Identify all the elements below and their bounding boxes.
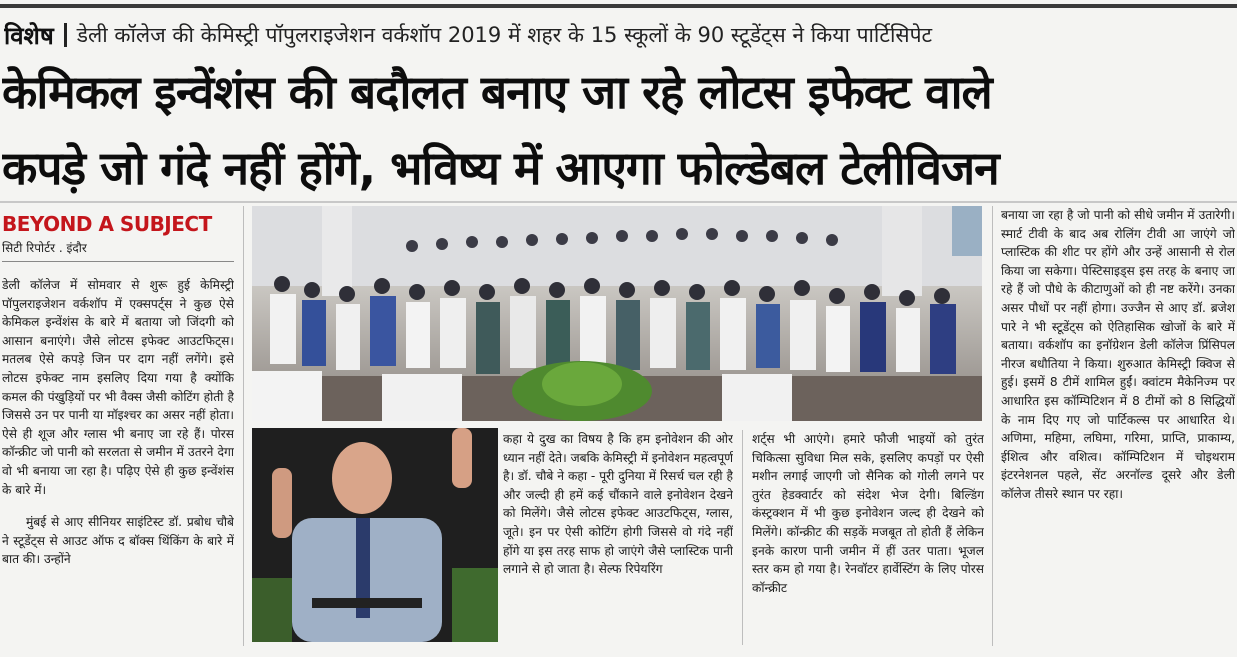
group-photo-image [252, 206, 982, 421]
speaker-photo-image [252, 428, 498, 642]
article-column-4 [752, 430, 984, 645]
paragraph-2: मुंबई से आए सीनियर साइंटिस्ट डॉ. प्रबोध चौबे ने स्टूडेंट्स से आउट ऑफ द बॉक्स थिंकिंग के बारे में बात की। उन्होंने [2, 515, 234, 567]
byline: सिटी रिपोर्टर . इंदौर [2, 239, 234, 262]
kicker-separator [64, 23, 67, 47]
column-divider [243, 206, 244, 646]
group-photo [252, 206, 982, 421]
headline-line-1: केमिकल इन्वेंशंस की बदौलत बनाए जा रहे लोटस इफेक्ट वाले [2, 65, 992, 119]
article-column-3 [503, 430, 733, 645]
paragraph-4: शर्ट्स भी आएंगे। हमारे फौजी भाइयों को तुरंत चिकित्सा सुविधा मिल सके, इसलिए कपड़ों पर ऐसी मशीन लगाई जाएगी जो सैनिक को गोली लगने पर तुरंत हेडक्वार्टर को संदेश भेज देगी। बिल्डिंग कंस्ट्रक्शन में भी कुछ इनोवेशन जल्द ही देखने को मिलेंगे। कॉन्क्रीट की सड़कें मजबूत तो होती हैं लेकिन इनके कारण पानी जमीन में हीं उतर पाता। भूजल स्तर कम हो गया है। रेनवॉटर हार्वेस्टिंग के लिए पोरस कॉन्क्रीट [752, 432, 984, 595]
article-column-5 [1001, 206, 1235, 646]
kicker-tag: विशेष [4, 21, 54, 50]
kicker-line [4, 18, 1234, 52]
kicker-text: डेली कॉलेज की केमिस्ट्री पॉपुलराइजेशन वर्कशॉप 2019 में शहर के 15 स्कूलों के 90 स्टूडेंट्स ने किया पार्टिसिपेट [76, 23, 933, 47]
top-rule [0, 4, 1237, 8]
article-column-1 [2, 206, 234, 646]
section-label: BEYOND A SUBJECT [2, 212, 212, 236]
column-divider [742, 430, 743, 645]
paragraph-1: डेली कॉलेज में सोमवार से शुरू हुई केमिस्ट्री पॉपुलराइजेशन वर्कशॉप में एक्सपर्ट्स ने कुछ ऐसे केमिकल इन्वेंशंस के बारे में बताया जो जिंदगी को आसान बनाएंगे। जैसे लोटस इफेक्ट आउटफिट्स। मतलब ऐसे कपड़े जिन पर दाग नहीं लगेंगे। इसे लोटस इफेक्ट नाम इसलिए दिया गया है क्योंकि कमल की पंखुड़ियों पर भी वैक्स जैसी कोटिंग होती है जिससे उन पर पानी या मॉइश्चर का असर नहीं होता। ऐसे ही शूज और ग्लास भी बनाए जा रहे हैं। पोरस कॉन्क्रीट जो पानी को सरलता से जमीन में उतरने देगा वो भी बनाया जा रहा है। पढ़िए ऐसे ही कुछ इन्वेंशंस के बारे में। [2, 278, 234, 497]
speaker-photo [252, 428, 498, 642]
column-divider [992, 206, 993, 646]
headline-line-2: कपड़े जो गंदे नहीं होंगे, भविष्य में आएगा फोल्डेबल टेलीविजन [2, 141, 999, 195]
headline-rule [0, 201, 1237, 203]
paragraph-5: बनाया जा रहा है जो पानी को सीधे जमीन में उतारेगी। स्मार्ट टीवी के बाद अब रोलिंग टीवी आ जाएंगे जो प्लास्टिक की शीट पर होंगे और उन्हें आसानी से रोल किया जा सकेगा। पेस्टिसाइड्स इस तरह के बनाए जा रहे हैं जो पौधे के कीटाणुओं को ही नष्ट करेंगे। उनका असर पौधों पर नहीं होगा। उज्जैन से आए डॉ. ब्रजेश पारे ने भी स्टूडेंट्स को ऐतिहासिक खोजों के बारे में बताया। वर्कशॉप का इनॉग्रेशन डेली कॉलेज प्रिंसिपल नीरज बधौतिया ने किया। शुरुआत केमिस्ट्री क्विज से हुई। इसमें 8 टीमें शामिल हुईं। क्वांटम मैकेनिज्म पर आधारित इस कॉम्पिटिशन में 8 टीमों को 8 सिद्धियों के नाम दिए गए जो पार्टिकल्स पर आधारित थे। अणिमा, महिमा, लघिमा, गरिमा, प्राप्ति, प्राकाम्य, ईशित्व और वशित्व। कॉम्पिटिशन में चोइथराम इंटरनेशनल पहले, सेंट अरनॉल्ड दूसरे और डेली कॉलेज तीसरे स्थान पर रहा। [1001, 208, 1235, 501]
paragraph-3: कहा ये दुख का विषय है कि हम इनोवेशन की ओर ध्यान नहीं देते। जबकि केमिस्ट्री में इनोवेशन महत्वपूर्ण है। डॉ. चौबे ने कहा - पूरी दुनिया में रिसर्च चल रही है और जल्दी ही हमें कई चौंकाने वाले इनोवेशन देखने को मिलेंगे। जैसे लोटस इफेक्ट आउटफिट्स, ग्लास, जूते। इन पर ऐसी कोटिंग होगी जिससे वो गंदे नहीं होंगे या इस तरह साफ हो जाएंगे जैसे प्लास्टिक पानी लगाने से हो जाता है। सेल्फ रिपेयरिंग [503, 432, 733, 577]
